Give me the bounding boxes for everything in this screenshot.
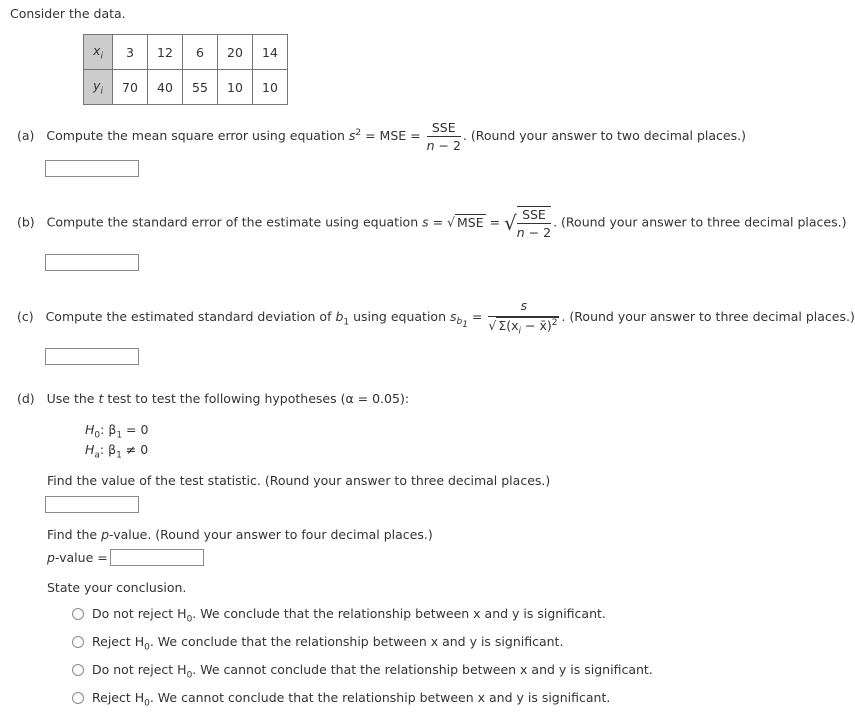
option-label[interactable]: Reject $H_0$. We conclude that the relationship between x and y is significant. — [92, 634, 564, 653]
option-radio[interactable] — [72, 692, 84, 704]
y-row — [84, 70, 288, 105]
sqrt-fraction: √ — [504, 211, 517, 235]
alternative-hypothesis: $H_a$: $\beta_1 \ne 0$ — [85, 442, 149, 461]
mse-answer-input[interactable] — [45, 160, 139, 177]
sqrt-mse: √ MSE — [447, 214, 484, 230]
option-radio[interactable] — [72, 636, 84, 648]
part-a-instruction: . (Round your answer to two decimal places.) — [462, 128, 746, 143]
part-b-text: Compute the standard error of the estimate using equation — [46, 214, 423, 230]
standard-error-input[interactable] — [45, 254, 139, 271]
pvalue-label: p-value = — [47, 550, 108, 565]
eq-mse: = MSE = — [361, 128, 425, 143]
pvalue-input[interactable] — [110, 549, 204, 566]
y-header: $y_i$ — [84, 70, 113, 105]
sse-fraction-b: $\frac{\text{SSE}}{n - 2}$ — [516, 207, 552, 240]
part-d-question: (d) Use the t test to test the following hypotheses (α = 0.05): — [17, 391, 410, 406]
y-value: 10 — [218, 70, 253, 105]
part-b-instruction: . (Round your answer to three decimal places.) — [553, 214, 847, 230]
data-table — [83, 34, 288, 105]
sb1-answer-input[interactable] — [45, 348, 139, 365]
x-header: $x_i$ — [84, 35, 113, 70]
part-c-instruction: . (Round your answer to three decimal places.) — [561, 308, 855, 324]
option-radio[interactable] — [72, 664, 84, 676]
x-value: 20 — [218, 35, 253, 70]
part-a-label: (a) — [17, 128, 35, 143]
y-value: 10 — [253, 70, 288, 105]
x-value: 12 — [148, 35, 183, 70]
x-value: 3 — [113, 35, 148, 70]
part-d-label: (d) — [17, 391, 35, 406]
option-label[interactable]: Do not reject $H_0$. We cannot conclude that the relationship between x and y is significant. — [92, 662, 653, 681]
y-value: 70 — [113, 70, 148, 105]
eq-s: s — [348, 128, 356, 143]
x-value: 6 — [183, 35, 218, 70]
part-c-text: Compute the estimated standard deviation of — [45, 308, 336, 324]
part-c-question: (c) Compute the estimated standard deviation of $b_1$ using equation $s_{b_1}$ = $\frac{s}{√ \Sigma(x_i - x̄)^2}$ . (Round your answer to three decimal places.) — [17, 298, 855, 337]
option-label[interactable]: Reject $H_0$. We cannot conclude that the relationship between x and y is significant. — [92, 690, 611, 709]
option-label[interactable]: Do not reject $H_0$. We conclude that the relationship between x and y is significant. — [92, 606, 606, 625]
test-stat-prompt: Find the value of the test statistic. (Round your answer to three decimal places.) — [47, 473, 551, 488]
x-value: 14 — [253, 35, 288, 70]
sb1-fraction: $\frac{s}{√ \Sigma(x_i - x̄)^2}$ — [488, 298, 558, 337]
test-statistic-input[interactable] — [45, 496, 139, 513]
sse-fraction: $\frac{\text{SSE}}{n - 2}$ — [426, 120, 461, 153]
part-a-question: (a) Compute the mean square error using equation $s^2$ = MSE = $\frac{\text{SSE}}{n - 2}$ . (Round your answer to two decimal places.) — [17, 120, 746, 153]
y-value: 40 — [148, 70, 183, 105]
y-value: 55 — [183, 70, 218, 105]
option-radio[interactable] — [72, 608, 84, 620]
conclusion-prompt: State your conclusion. — [47, 580, 187, 595]
pvalue-prompt: Find the p-value. (Round your answer to four decimal places.) — [47, 527, 433, 542]
part-a-text: Compute the mean square error using equation — [46, 128, 349, 143]
intro-text: Consider the data. — [10, 6, 126, 21]
x-row — [84, 35, 288, 70]
null-hypothesis: $H_0$: $\beta_1 = 0$ — [85, 422, 149, 441]
part-b-label: (b) — [17, 214, 35, 230]
part-b-question: (b) Compute the standard error of the estimate using equation s = √ MSE = √ $\frac{\text{SSE}}{n - 2}$ . (Round your answer to three decimal places.) — [17, 207, 847, 240]
part-c-label: (c) — [17, 308, 34, 324]
